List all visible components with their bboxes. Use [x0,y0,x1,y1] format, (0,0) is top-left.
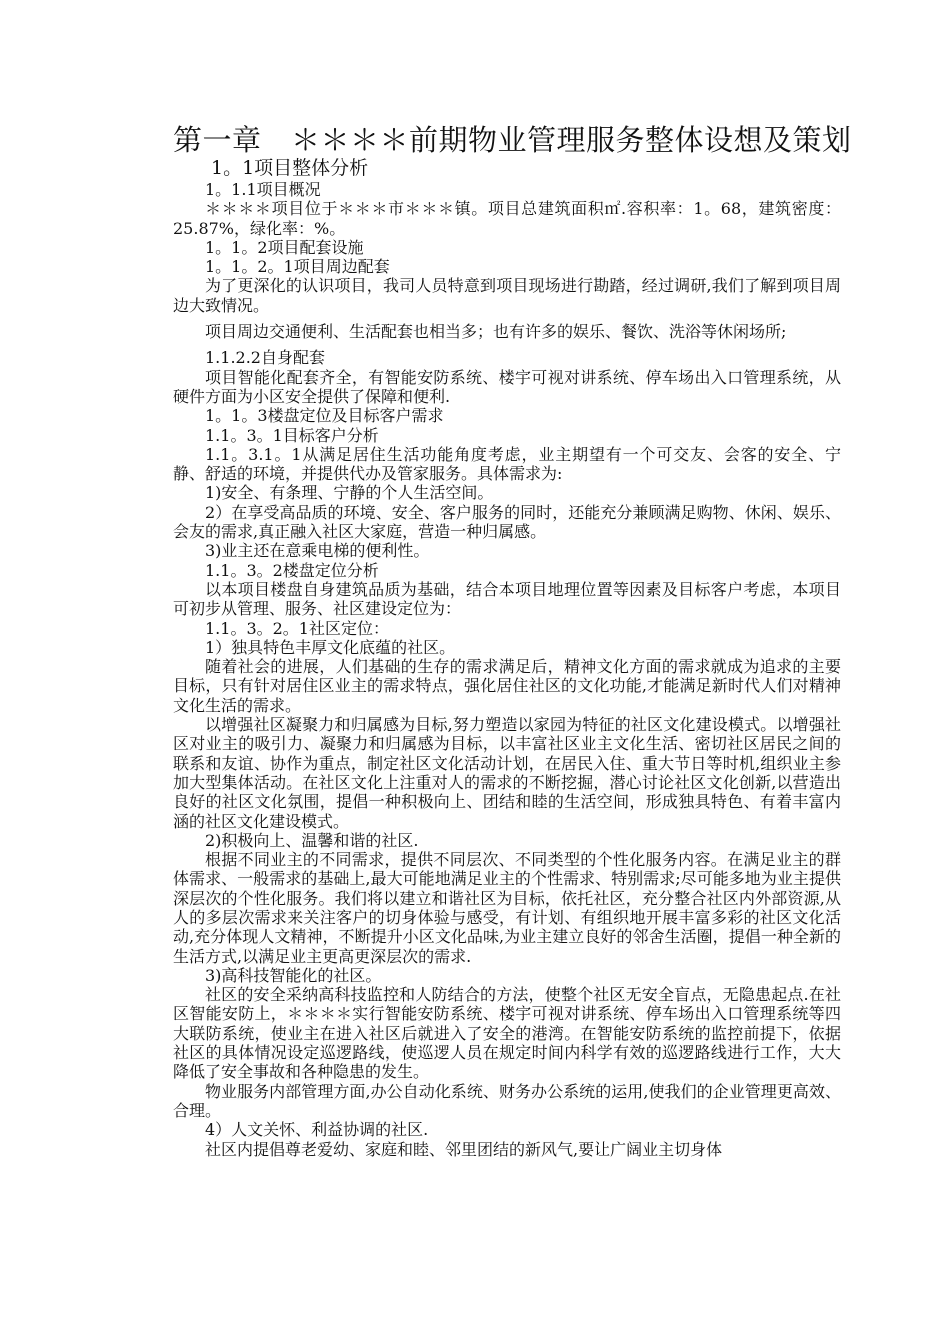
chapter-title: 第一章 ＊＊＊＊前期物业管理服务整体设想及策划 [173,123,852,157]
body-paragraph: 以增强社区凝聚力和归属感为目标,努力塑造以家园为特征的社区文化建设模式。以增强社区对业主的吸引力、凝聚力和归属感为目标，以丰富社区业主文化生活、密切社区居民之间的联系和友谊、协作为重点，制定社区文化活动计划，在居民入住、重大节日等时机,组织业主参加大型集体活动。在社区文化上注重对人的需求的不断挖掘，潜心讨论社区文化创新,以营造出良好的社区文化氛围，提倡一种积极向上、团结和睦的生活空间，形成独具特色、有着丰富内涵的社区文化建设模式。 [173,715,841,831]
list-item: 4）人文关怀、利益协调的社区. [205,1120,429,1140]
list-item: 2)积极向上、温馨和谐的社区. [205,830,419,850]
body-paragraph: 1.1。3.1。1从满足居住生活功能角度考虑，业主期望有一个可交友、会客的安全、宁静、舒适的环境，并提供代办及管家服务。具体需求为: [173,444,841,484]
list-item: 1)安全、有条理、宁静的个人生活空间。 [205,483,494,503]
body-paragraph: 随着社会的进展，人们基础的生存的需求满足后，精神文化方面的需求就成为追求的主要目标，只有针对居住区业主的需求特点，强化居住社区的文化功能,才能满足新时代人们对精神文化生活的需求。 [173,657,841,715]
subsection-heading: 1。1.1项目概况 [205,180,321,199]
body-paragraph: 社区内提倡尊老爱幼、家庭和睦、邻里团结的新风气,要让广阔业主切身体 [205,1139,723,1159]
subsection-heading: 1。1。2项目配套设施 [205,237,364,257]
body-paragraph: 社区的安全采纳高科技监控和人防结合的方法，使整个社区无安全盲点，无隐患起点.在社区智能安防上，＊＊＊＊实行智能安防系统、楼宇可视对讲系统、停车场出入口管理系统等四大联防系统，使业主在进入社区后就进入了安全的港湾。在智能安防系统的监控前提下，依据社区的具体情况设定巡逻路线，使巡逻人员在规定时间内科学有效的巡逻路线进行工作，大大降低了安全事故和各种隐患的发生。 [173,985,841,1082]
body-paragraph: 根据不同业主的不同需求，提供不同层次、不同类型的个性化服务内容。在满足业主的群体需求、一般需求的基础上,最大可能地满足业主的个性需求、特别需求;尽可能多地为业主提供深层次的个性化服务。我们将以建立和谐社区为目标，依托社区，充分整合社区内外部资源,从人的多层次需求来关注客户的切身体验与感受，有计划、有组织地开展丰富多彩的社区文化活动,充分体现人文精神，不断提升小区文化品味,为业主建立良好的邻舍生活圈，提倡一种全新的生活方式,以满足业主更高更深层次的需求. [173,850,841,966]
list-item: 3)业主还在意乘电梯的便利性。 [205,541,430,561]
body-paragraph: ＊＊＊＊项目位于＊＊＊市＊＊＊镇。项目总建筑面积㎡.容积率：1。68，建筑密度：25.87%，绿化率：%。 [173,199,841,238]
list-item: 2）在享受高品质的环境、安全、客户服务的同时，还能充分兼顾满足购物、休闲、娱乐、会友的需求,真正融入社区大家庭，营造一种归属感。 [173,502,841,542]
body-paragraph: 项目智能化配套齐全，有智能安防系统、楼宇可视对讲系统、停车场出入口管理系统，从硬件方面为小区安全提供了保障和便利. [173,367,841,406]
subsection-heading: 1.1。3。2。1社区定位： [205,618,389,638]
body-paragraph: 以本项目楼盘自身建筑品质为基础，结合本项目地理位置等因素及目标客户考虑，本项目可初步从管理、服务、社区建设定位为： [173,579,841,619]
subsection-heading: 1.1。3。2楼盘定位分析 [205,560,379,580]
list-item: 3)高科技智能化的社区。 [205,965,382,985]
body-paragraph: 物业服务内部管理方面,办公自动化系统、财务办公系统的运用,使我们的企业管理更高效、合理。 [173,1081,841,1120]
subsection-heading: 1.1.2.2自身配套 [205,348,325,368]
list-item: 1）独具特色丰厚文化底蕴的社区。 [205,637,456,657]
subsection-heading: 1。1。3楼盘定位及目标客户需求 [205,406,444,426]
subsection-heading: 1.1。3。1目标客户分析 [205,425,379,445]
subsection-heading: 1。1。2。1项目周边配套 [205,257,390,277]
body-paragraph: 为了更深化的认识项目，我司人员特意到项目现场进行勘踏，经过调研,我们了解到项目周边大致情况。 [173,276,841,315]
section-heading: 1。1项目整体分析 [211,157,369,179]
document-body [173,156,841,1159]
body-paragraph: 项目周边交通便利、生活配套也相当多；也有许多的娱乐、餐饮、洗浴等休闲场所; [205,322,787,342]
